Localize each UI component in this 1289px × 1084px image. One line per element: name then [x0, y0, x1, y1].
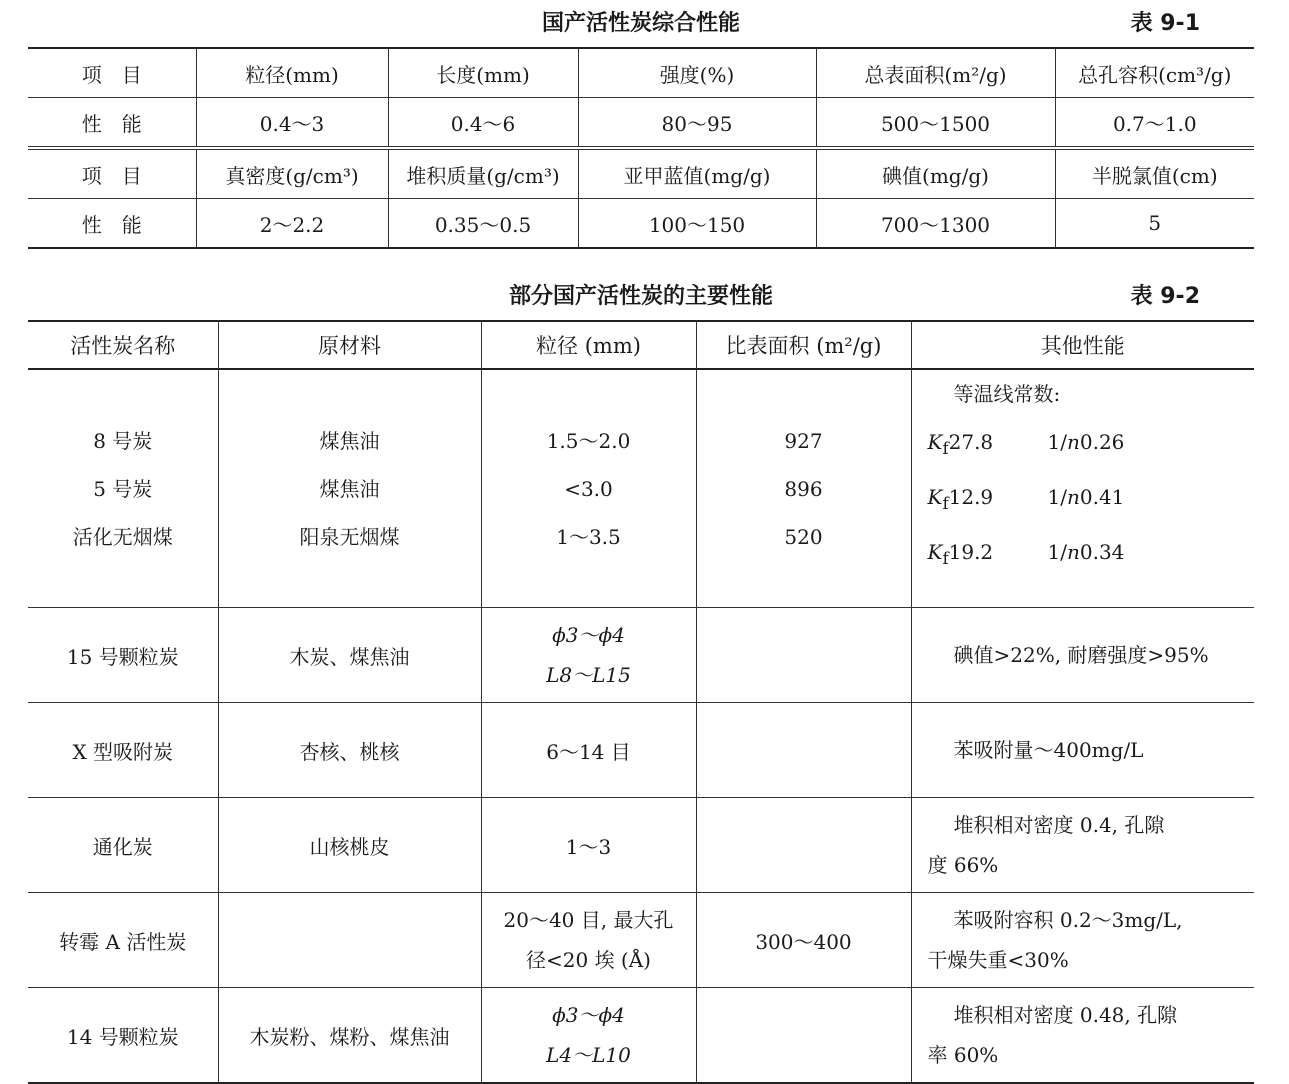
table-row	[28, 199, 1254, 249]
table-cell: 亚甲蓝值(mg/g)	[578, 148, 816, 199]
size-line: ϕ3～ϕ4	[552, 1003, 625, 1027]
column-header: 粒径 (mm)	[481, 321, 696, 369]
other-properties	[911, 608, 1254, 703]
other-line: 堆积相对密度 0.4, 孔隙	[953, 813, 1165, 837]
kf-value: 27.8	[948, 430, 994, 454]
surface-area	[696, 608, 911, 703]
table-cell: 堆积质量(g/cm³)	[388, 148, 578, 199]
table-cell	[481, 369, 696, 608]
n-symbol: n	[1066, 430, 1080, 454]
surface-area: 520	[784, 525, 823, 549]
raw-material: 煤焦油	[319, 477, 380, 501]
column-header: 原材料	[218, 321, 481, 369]
isotherm-constants	[928, 473, 1251, 528]
carbon-name: 14 号颗粒炭	[66, 1024, 179, 1049]
row-label: 项 目	[28, 48, 196, 98]
particle-size: 6～14 目	[481, 703, 696, 798]
table-cell: 强度(%)	[578, 48, 816, 98]
isotherm-constants	[928, 418, 1251, 473]
table-cell: 总孔容积(cm³/g)	[1055, 48, 1254, 98]
other-properties	[911, 988, 1254, 1084]
size-line: ϕ3～ϕ4	[552, 623, 625, 647]
other-properties	[911, 893, 1254, 988]
row-label: 项 目	[28, 148, 196, 199]
table-cell	[696, 369, 911, 608]
n-prefix: 1/	[1047, 485, 1067, 509]
column-header: 比表面积 (m²/g)	[696, 321, 911, 369]
kf-value: 19.2	[948, 540, 994, 564]
table-row	[28, 369, 1254, 608]
kf-subscript: f	[942, 439, 949, 458]
n-prefix: 1/	[1047, 540, 1067, 564]
column-header: 其他性能	[911, 321, 1254, 369]
n-value: 0.34	[1079, 540, 1125, 564]
surface-area: 300～400	[696, 893, 911, 988]
table-cell: 0.4～6	[388, 98, 578, 149]
carbon-name: X 型吸附炭	[28, 703, 218, 798]
size-line: L8～L15	[546, 663, 631, 687]
other-line: 堆积相对密度 0.48, 孔隙	[953, 1003, 1178, 1027]
isotherm-title: 等温线常数:	[953, 382, 1061, 406]
kf-symbol: K	[927, 540, 943, 564]
raw-material: 煤焦油	[319, 429, 380, 453]
table-row	[28, 608, 1254, 703]
table1-number: 表 9-1	[1130, 11, 1200, 36]
surface-area: 927	[784, 429, 823, 453]
column-header: 活性炭名称	[28, 321, 218, 369]
table-cell: 粒径(mm)	[196, 48, 388, 98]
table-cell: 500～1500	[816, 98, 1055, 149]
row-label: 性 能	[81, 212, 142, 237]
kf-symbol: K	[927, 485, 943, 509]
size-line: 20～40 目, 最大孔	[503, 908, 674, 932]
other-properties	[911, 798, 1254, 893]
table-cell	[911, 369, 1254, 608]
carbon-name: 8 号炭	[93, 429, 153, 453]
kf-value: 12.9	[948, 485, 994, 509]
table-row	[28, 98, 1254, 149]
table-row	[28, 893, 1254, 988]
kf-subscript: f	[942, 549, 949, 568]
n-prefix: 1/	[1047, 430, 1067, 454]
table-cell: 真密度(g/cm³)	[196, 148, 388, 199]
n-symbol: n	[1066, 485, 1080, 509]
table1	[28, 47, 1254, 249]
n-value: 0.26	[1079, 430, 1125, 454]
surface-area	[696, 703, 911, 798]
other-properties	[911, 703, 1254, 798]
table1-caption	[28, 0, 1254, 40]
raw-material: 杏核、桃核	[218, 703, 481, 798]
carbon-name: 5 号炭	[93, 477, 153, 501]
table2-caption	[28, 273, 1254, 313]
other-line: 苯吸附容积 0.2～3mg/L,	[953, 908, 1183, 932]
carbon-name: 活化无烟煤	[72, 525, 173, 549]
n-value: 0.41	[1079, 485, 1125, 509]
raw-material: 木炭粉、煤粉、煤焦油	[218, 988, 481, 1084]
surface-area: 896	[784, 477, 823, 501]
particle-size: <3.0	[564, 477, 613, 501]
table-cell: 0.4～3	[196, 98, 388, 149]
other-line: 度 66%	[927, 853, 999, 877]
raw-material: 山核桃皮	[218, 798, 481, 893]
particle-size	[481, 893, 696, 988]
table-cell: 0.35～0.5	[388, 199, 578, 249]
table-cell: 100～150	[578, 199, 816, 249]
particle-size	[481, 608, 696, 703]
table2-title: 部分国产活性炭的主要性能	[508, 284, 773, 309]
table2-number: 表 9-2	[1130, 284, 1200, 309]
table-row	[28, 703, 1254, 798]
table-row	[28, 48, 1254, 98]
raw-material: 阳泉无烟煤	[299, 525, 400, 549]
size-line: 径<20 埃 (Å)	[526, 948, 651, 972]
table-cell: 0.7～1.0	[1055, 98, 1254, 149]
particle-size: 1.5～2.0	[546, 429, 631, 453]
particle-size: 1～3.5	[556, 525, 621, 549]
isotherm-constants	[928, 528, 1251, 583]
table-cell: 碘值(mg/g)	[816, 148, 1055, 199]
other-line: 干燥失重<30%	[927, 948, 1069, 972]
n-symbol: n	[1066, 540, 1080, 564]
table-row	[28, 988, 1254, 1084]
table-cell: 半脱氯值(cm)	[1055, 148, 1254, 199]
other-line: 苯吸附量～400mg/L	[953, 738, 1144, 762]
table-cell	[218, 369, 481, 608]
kf-symbol: K	[927, 430, 943, 454]
carbon-name: 通化炭	[28, 798, 218, 893]
surface-area	[696, 988, 911, 1084]
table-cell: 总表面积(m²/g)	[816, 48, 1055, 98]
table-cell: 2～2.2	[196, 199, 388, 249]
table-cell	[28, 369, 218, 608]
table-row	[28, 798, 1254, 893]
table-cell: 5	[1055, 199, 1254, 249]
size-line: L4～L10	[546, 1043, 631, 1067]
table-cell: 700～1300	[816, 199, 1055, 249]
table-cell: 长度(mm)	[388, 48, 578, 98]
particle-size: 1～3	[481, 798, 696, 893]
particle-size	[481, 988, 696, 1084]
table-header-row	[28, 321, 1254, 369]
row-label: 性 能	[28, 98, 196, 149]
table-cell: 80～95	[578, 98, 816, 149]
other-line: 率 60%	[927, 1043, 999, 1067]
table2	[28, 320, 1254, 1084]
surface-area	[696, 798, 911, 893]
carbon-name: 15 号颗粒炭	[28, 608, 218, 703]
carbon-name: 转霉 A 活性炭	[28, 893, 218, 988]
raw-material: 木炭、煤焦油	[218, 608, 481, 703]
table1-title: 国产活性炭综合性能	[541, 11, 740, 36]
table-row	[28, 148, 1254, 199]
other-line: 碘值>22%, 耐磨强度>95%	[953, 643, 1209, 667]
kf-subscript: f	[942, 494, 949, 513]
raw-material	[218, 893, 481, 988]
